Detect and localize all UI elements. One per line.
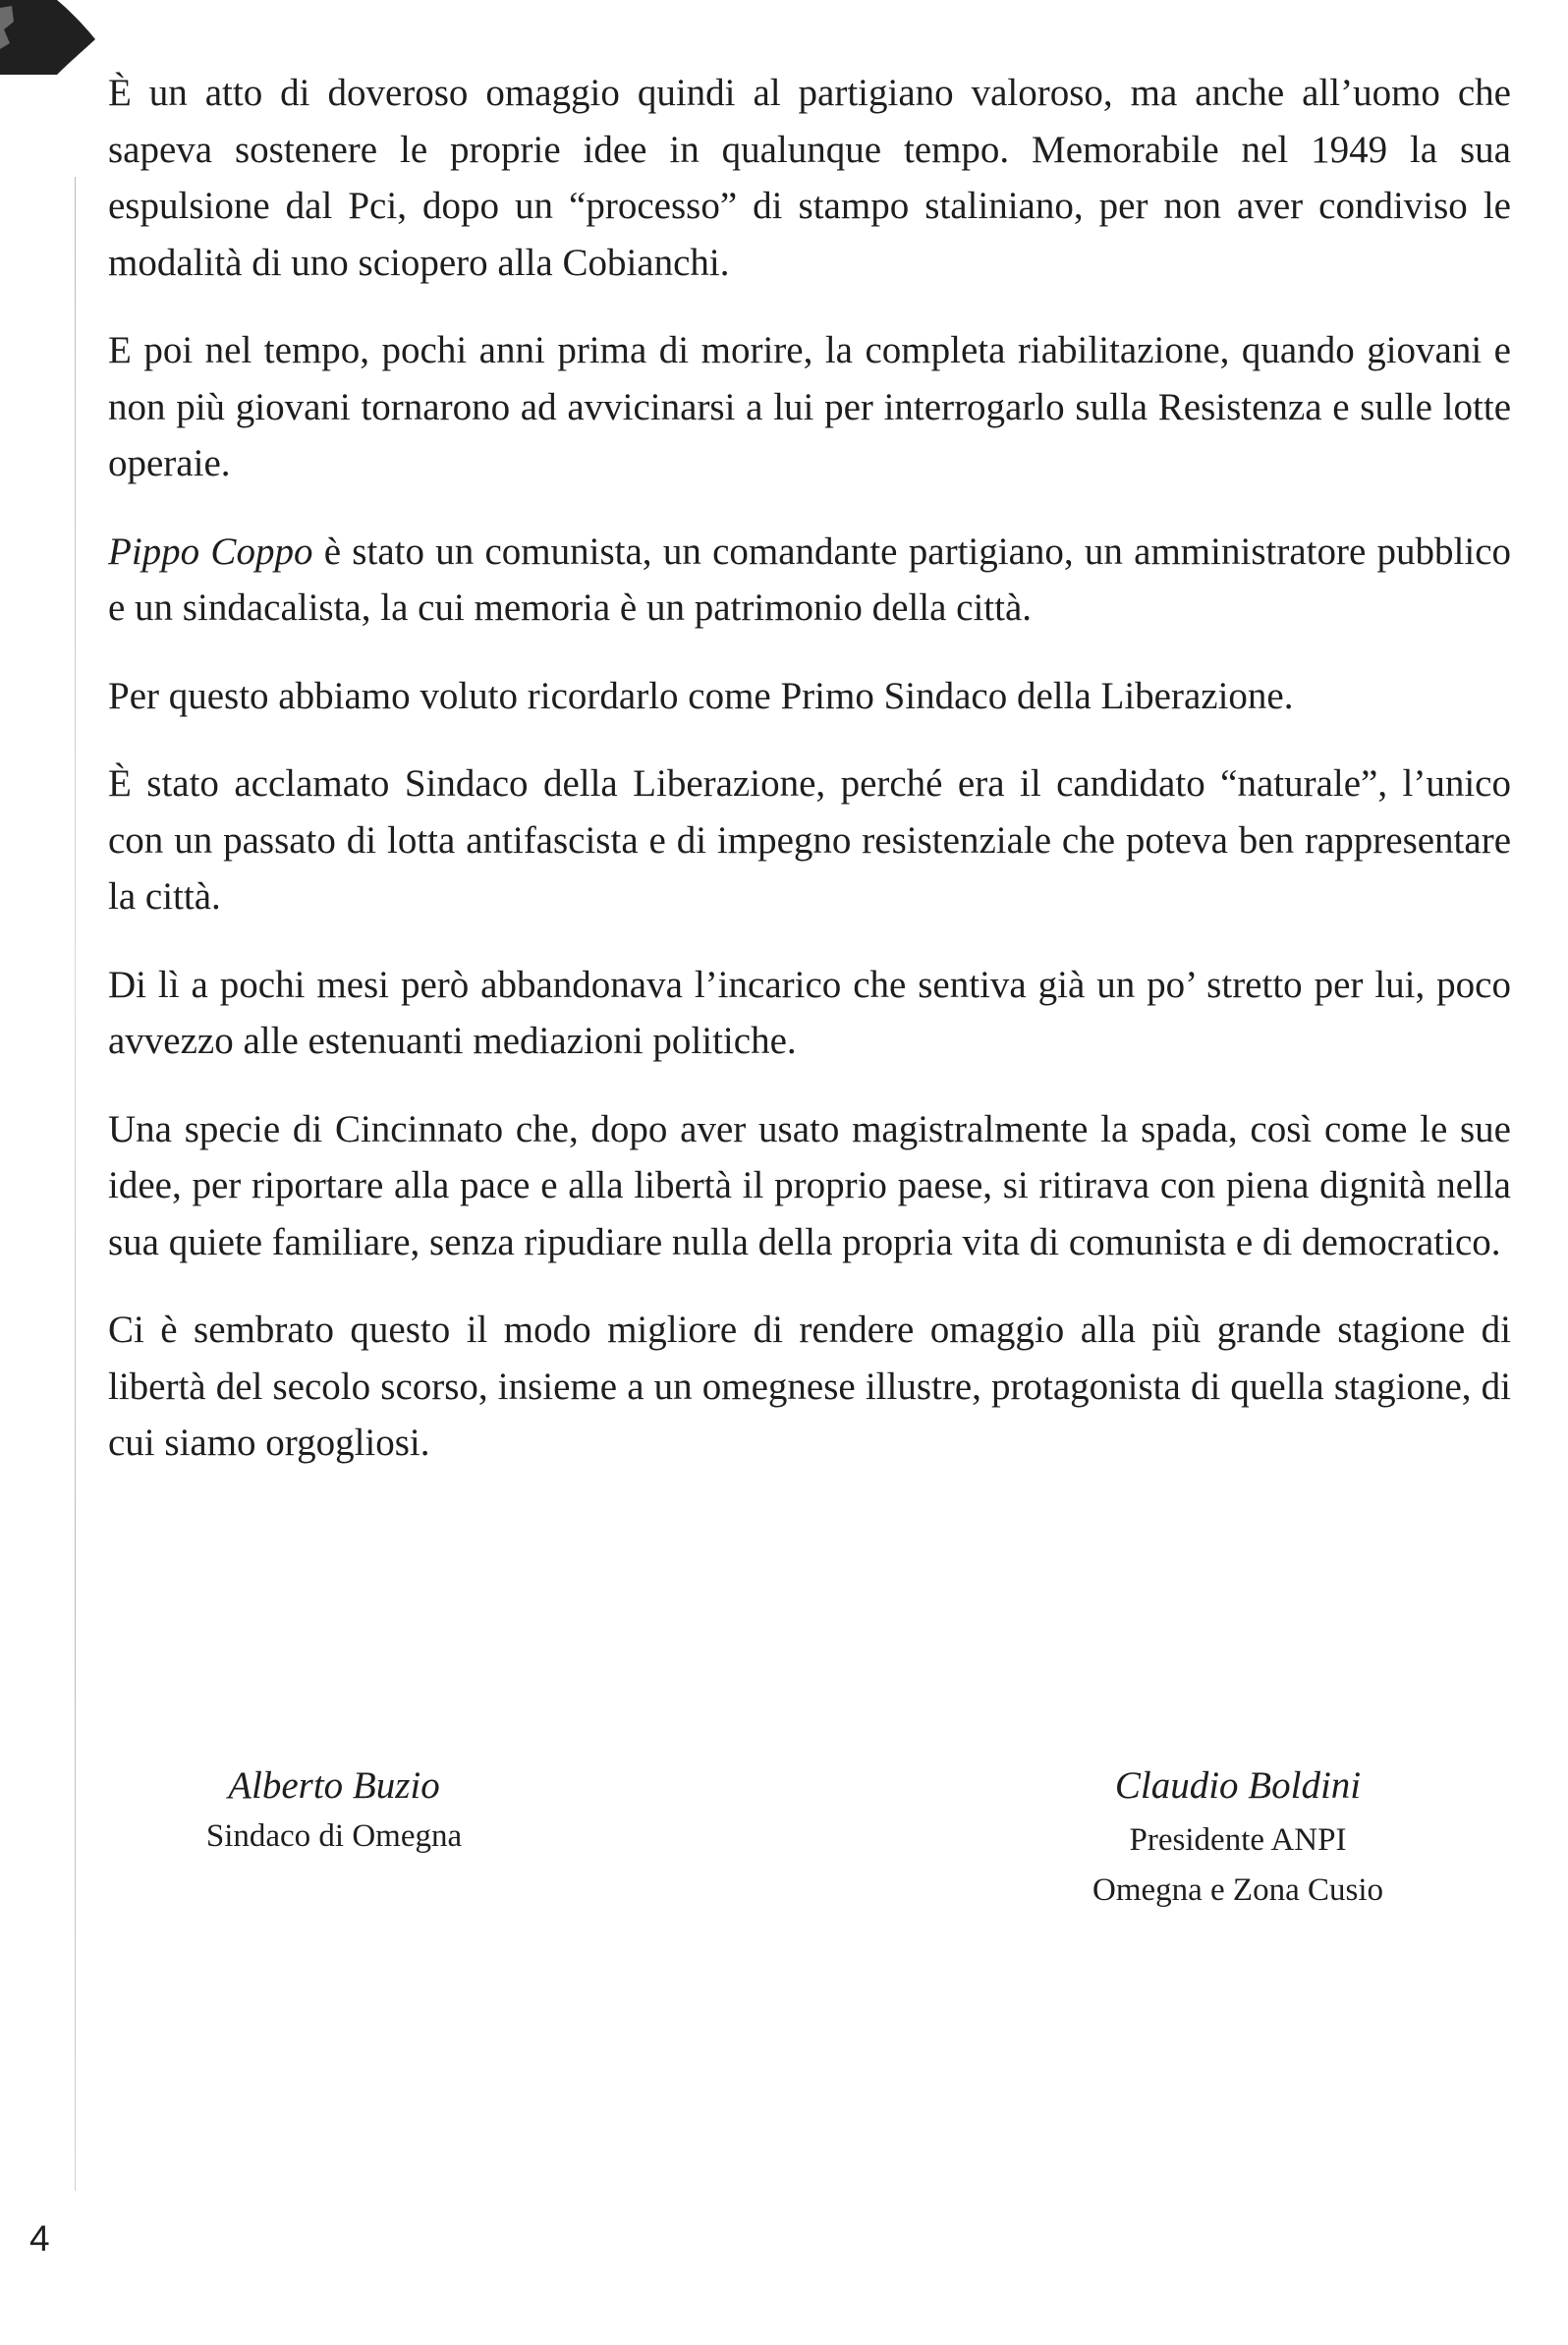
signatory-role-line-2: Omegna e Zona Cusio — [1092, 1872, 1384, 1908]
paragraph-text: Ci è sembrato questo il modo migliore di rendere omaggio alla più grande stagione di libertà del secolo scorso, insieme a un omegnese illustre, protagonista di quella stagione, di cui siamo orgogliosi. — [108, 1309, 1511, 1464]
paragraph-1 — [108, 65, 1511, 291]
signature-block-anpi-president — [1056, 1759, 1420, 1914]
signatory-name: Alberto Buzio — [228, 1764, 440, 1807]
page-number: 4 — [29, 2218, 50, 2259]
signatory-name: Claudio Boldini — [1114, 1764, 1362, 1807]
signatory-role: Presidente ANPI — [1129, 1822, 1347, 1858]
paragraph-6 — [108, 957, 1511, 1070]
paragraph-text: È stato acclamato Sindaco della Liberazione, perché era il candidato “naturale”, l’unico con un passato di lotta antifascista e di impegno resistenziale che poteva ben rappresentare la città. — [108, 762, 1511, 918]
paragraph-text: Di lì a pochi mesi però abbandonava l’incarico che sentiva già un po’ stretto per lui, poco avvezzo alle estenuanti mediazioni politiche. — [108, 963, 1511, 1062]
signatory-role: Sindaco di Omegna — [205, 1818, 463, 1854]
page-gutter-line — [75, 177, 76, 2191]
scan-artifact-mark — [0, 0, 98, 75]
paragraph-7 — [108, 1101, 1511, 1271]
paragraph-text: È un atto di doveroso omaggio quindi al partigiano valoroso, ma anche all’uomo che sapeva sostenere le proprie idee in qualunque tempo. Memorabile nel 1949 la sua espulsione dal Pci, dopo un “processo” di stampo staliniano, per non aver condiviso le modalità di uno sciopero alla Cobianchi. — [108, 72, 1511, 284]
paragraph-8 — [108, 1302, 1511, 1472]
paragraph-5 — [108, 755, 1511, 925]
paragraph-lead: Pippo Coppo — [108, 530, 313, 573]
paragraph-4 — [108, 668, 1511, 725]
paragraph-3 — [108, 524, 1511, 637]
letter-body — [108, 65, 1511, 1503]
paragraph-text: E poi nel tempo, pochi anni prima di morire, la completa riabilitazione, quando giovani e non più giovani tornarono ad avvicinarsi a lui per interrogarlo sulla Resistenza e sulle lotte operaie. — [108, 329, 1511, 484]
paragraph-2 — [108, 322, 1511, 492]
paragraph-text: Una specie di Cincinnato che, dopo aver usato magistralmente la spada, così come le sue idee, per riportare alla pace e alla libertà il proprio paese, si ritirava con piena dignità nella sua quiete familiare, senza ripudiare nulla della propria vita di comunista e di democratico. — [108, 1107, 1511, 1263]
paragraph-text: è stato un comunista, un comandante partigiano, un amministratore pubblico e un sindacalista, la cui memoria è un patrimonio della città. — [108, 530, 1512, 629]
signature-block-mayor — [157, 1759, 511, 1860]
paragraph-text: Per questo abbiamo voluto ricordarlo come Primo Sindaco della Liberazione. — [108, 674, 1294, 717]
